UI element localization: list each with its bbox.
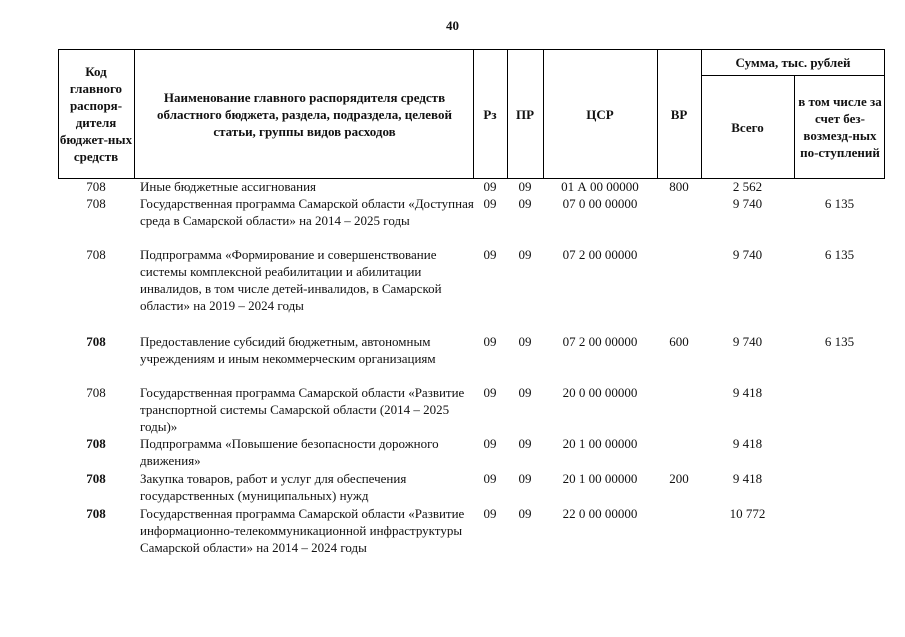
cell-name: Предоставление субсидий бюджетным, автономным учреждениям и иным некоммерческим организациям [140, 334, 436, 366]
cell-csr: 07 2 00 00000 [562, 247, 638, 262]
column-divider [134, 49, 135, 179]
cell-pr: 09 [518, 436, 532, 451]
cell-name: Государственная программа Самарской области «Доступная среда в Самарской области» на 2014 – 2025 годы [140, 196, 474, 228]
page-number: 40 [446, 18, 459, 33]
cell-rz: 09 [483, 471, 497, 486]
cell-code: 708 [86, 506, 106, 521]
cell-csr: 20 0 00 00000 [562, 385, 638, 400]
cell-csr: 01 А 00 00000 [561, 179, 639, 194]
cell-pr: 09 [518, 179, 532, 194]
cell-code: 708 [86, 196, 106, 211]
cell-name: Иные бюджетные ассигнования [140, 179, 317, 194]
header-sum-group: Сумма, тыс. рублей [735, 55, 851, 70]
cell-total: 9 418 [732, 385, 763, 400]
cell-rz: 09 [483, 179, 497, 194]
cell-code: 708 [86, 385, 106, 400]
cell-vr: 600 [669, 334, 689, 349]
cell-csr: 22 0 00 00000 [562, 506, 638, 521]
header-name: Наименование главного распорядителя средств областного бюджета, раздела, подраздела, целевой статьи, группы видов расходов [157, 89, 452, 139]
cell-total: 2 562 [732, 179, 763, 194]
header-csr: ЦСР [586, 106, 614, 122]
cell-code: 708 [86, 471, 106, 486]
cell-csr: 07 2 00 00000 [562, 334, 638, 349]
cell-pr: 09 [518, 334, 532, 349]
cell-grant: 6 135 [824, 247, 855, 262]
header-rz: Рз [483, 106, 497, 122]
cell-total: 9 740 [732, 334, 763, 349]
cell-vr: 800 [669, 179, 689, 194]
cell-vr: 200 [669, 471, 689, 486]
cell-code: 708 [86, 247, 106, 262]
cell-name: Подпрограмма «Повышение безопасности дорожного движения» [140, 436, 439, 468]
cell-code: 708 [86, 334, 106, 349]
cell-grant: 6 135 [824, 334, 855, 349]
cell-csr: 20 1 00 00000 [562, 471, 638, 486]
cell-total: 9 740 [732, 196, 763, 211]
cell-total: 10 772 [729, 506, 766, 521]
cell-csr: 07 0 00 00000 [562, 196, 638, 211]
header-vr: ВР [670, 106, 688, 122]
cell-name: Подпрограмма «Формирование и совершенствование системы комплексной реабилитации и абилитации инвалидов, в том числе детей-инвалидов, в Самарской области» на 2019 – 2024 годы [140, 247, 442, 313]
cell-grant: 6 135 [824, 196, 855, 211]
cell-name: Закупка товаров, работ и услуг для обеспечения государственных (муниципальных) нужд [140, 471, 407, 503]
cell-csr: 20 1 00 00000 [562, 436, 638, 451]
cell-pr: 09 [518, 471, 532, 486]
cell-rz: 09 [483, 196, 497, 211]
cell-pr: 09 [518, 196, 532, 211]
cell-total: 9 418 [732, 436, 763, 451]
cell-code: 708 [86, 179, 106, 194]
cell-pr: 09 [518, 506, 532, 521]
cell-rz: 09 [483, 506, 497, 521]
column-divider [794, 75, 795, 179]
cell-code: 708 [86, 436, 106, 451]
cell-name: Государственная программа Самарской области «Развитие транспортной системы Самарской области (2014 – 2025 годы)» [140, 385, 465, 434]
cell-pr: 09 [518, 247, 532, 262]
header-pr: ПР [515, 106, 535, 122]
cell-rz: 09 [483, 334, 497, 349]
cell-rz: 09 [483, 247, 497, 262]
cell-pr: 09 [518, 385, 532, 400]
header-grant: в том числе за счет без-возмезд-ных по-ступлений [798, 94, 882, 160]
cell-rz: 09 [483, 385, 497, 400]
cell-rz: 09 [483, 436, 497, 451]
cell-total: 9 418 [732, 471, 763, 486]
cell-name: Государственная программа Самарской области «Развитие информационно-телекоммуникационной инфраструктуры Самарской области» на 2014 – 2024 годы [140, 506, 465, 555]
header-total: Всего [731, 119, 764, 135]
header-code: Код главного распоря-дителя бюджет-ных средств [59, 64, 133, 164]
cell-total: 9 740 [732, 247, 763, 262]
